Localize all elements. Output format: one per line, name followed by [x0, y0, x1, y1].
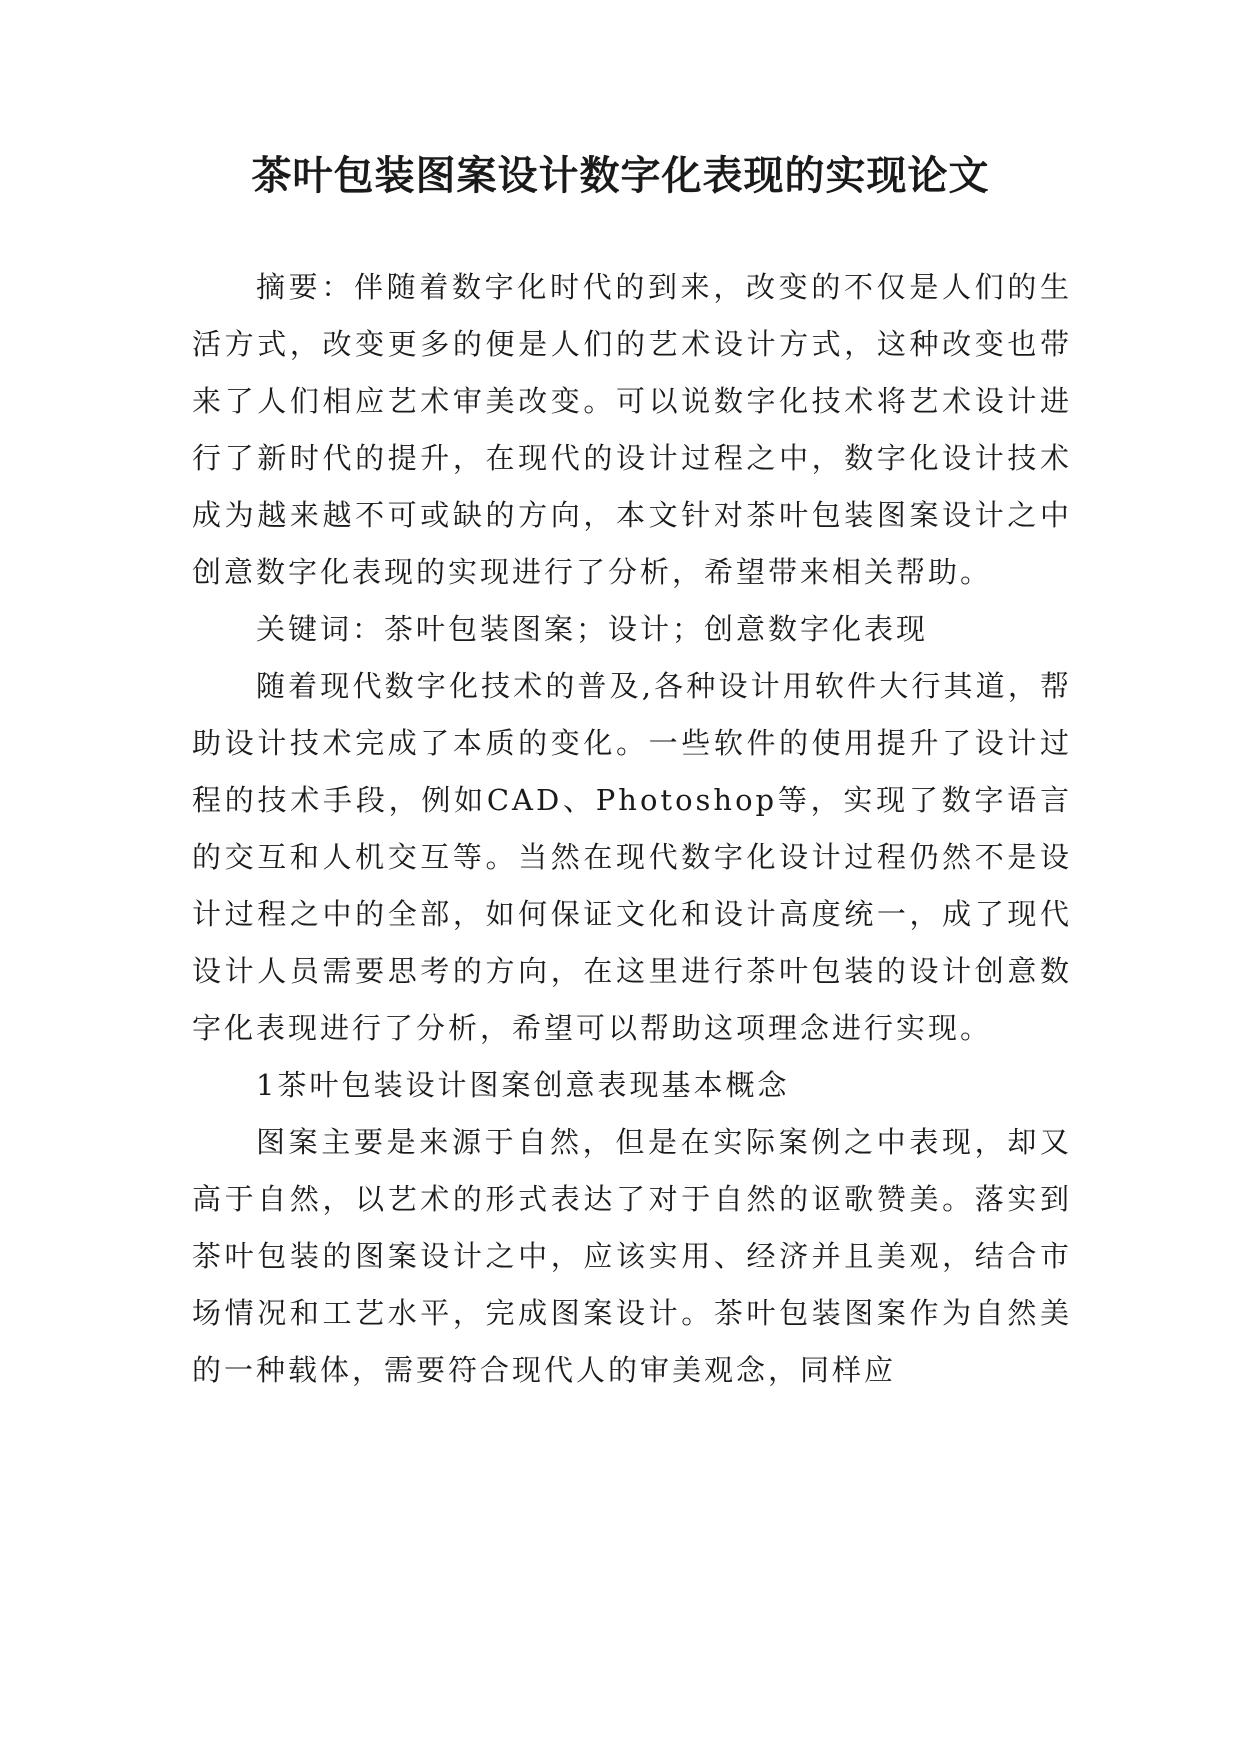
document-title: 茶叶包装图案设计数字化表现的实现论文	[251, 152, 990, 199]
keywords-paragraph: 关键词：茶叶包装图案；设计；创意数字化表现	[256, 612, 929, 646]
section-heading: 1茶叶包装设计图案创意表现基本概念	[256, 1068, 790, 1102]
document-body	[192, 259, 1072, 1399]
section-paragraph: 图案主要是来源于自然，但是在实际案例之中表现，却又高于自然，以艺术的形式表达了对于自然的讴歌赞美。落实到茶叶包装的图案设计之中，应该实用、经济并且美观，结合市场情况和工艺水平，完成图案设计。茶叶包装图案作为自然美的一种载体，需要符合现代人的审美观念，同样应	[192, 1125, 1072, 1387]
abstract-paragraph: 摘要：伴随着数字化时代的到来，改变的不仅是人们的生活方式，改变更多的便是人们的艺术设计方式，这种改变也带来了人们相应艺术审美改变。可以说数字化技术将艺术设计进行了新时代的提升，在现代的设计过程之中，数字化设计技术成为越来越不可或缺的方向，本文针对茶叶包装图案设计之中创意数字化表现的实现进行了分析，希望带来相关帮助。	[192, 270, 1072, 589]
intro-paragraph: 随着现代数字化技术的普及,各种设计用软件大行其道，帮助设计技术完成了本质的变化。一些软件的使用提升了设计过程的技术手段，例如CAD、Photoshop等，实现了数字语言的交互和人机交互等。当然在现代数字化设计过程仍然不是设计过程之中的全部，如何保证文化和设计高度统一，成了现代设计人员需要思考的方向，在这里进行茶叶包装的设计创意数字化表现进行了分析，希望可以帮助这项理念进行实现。	[192, 669, 1072, 1045]
